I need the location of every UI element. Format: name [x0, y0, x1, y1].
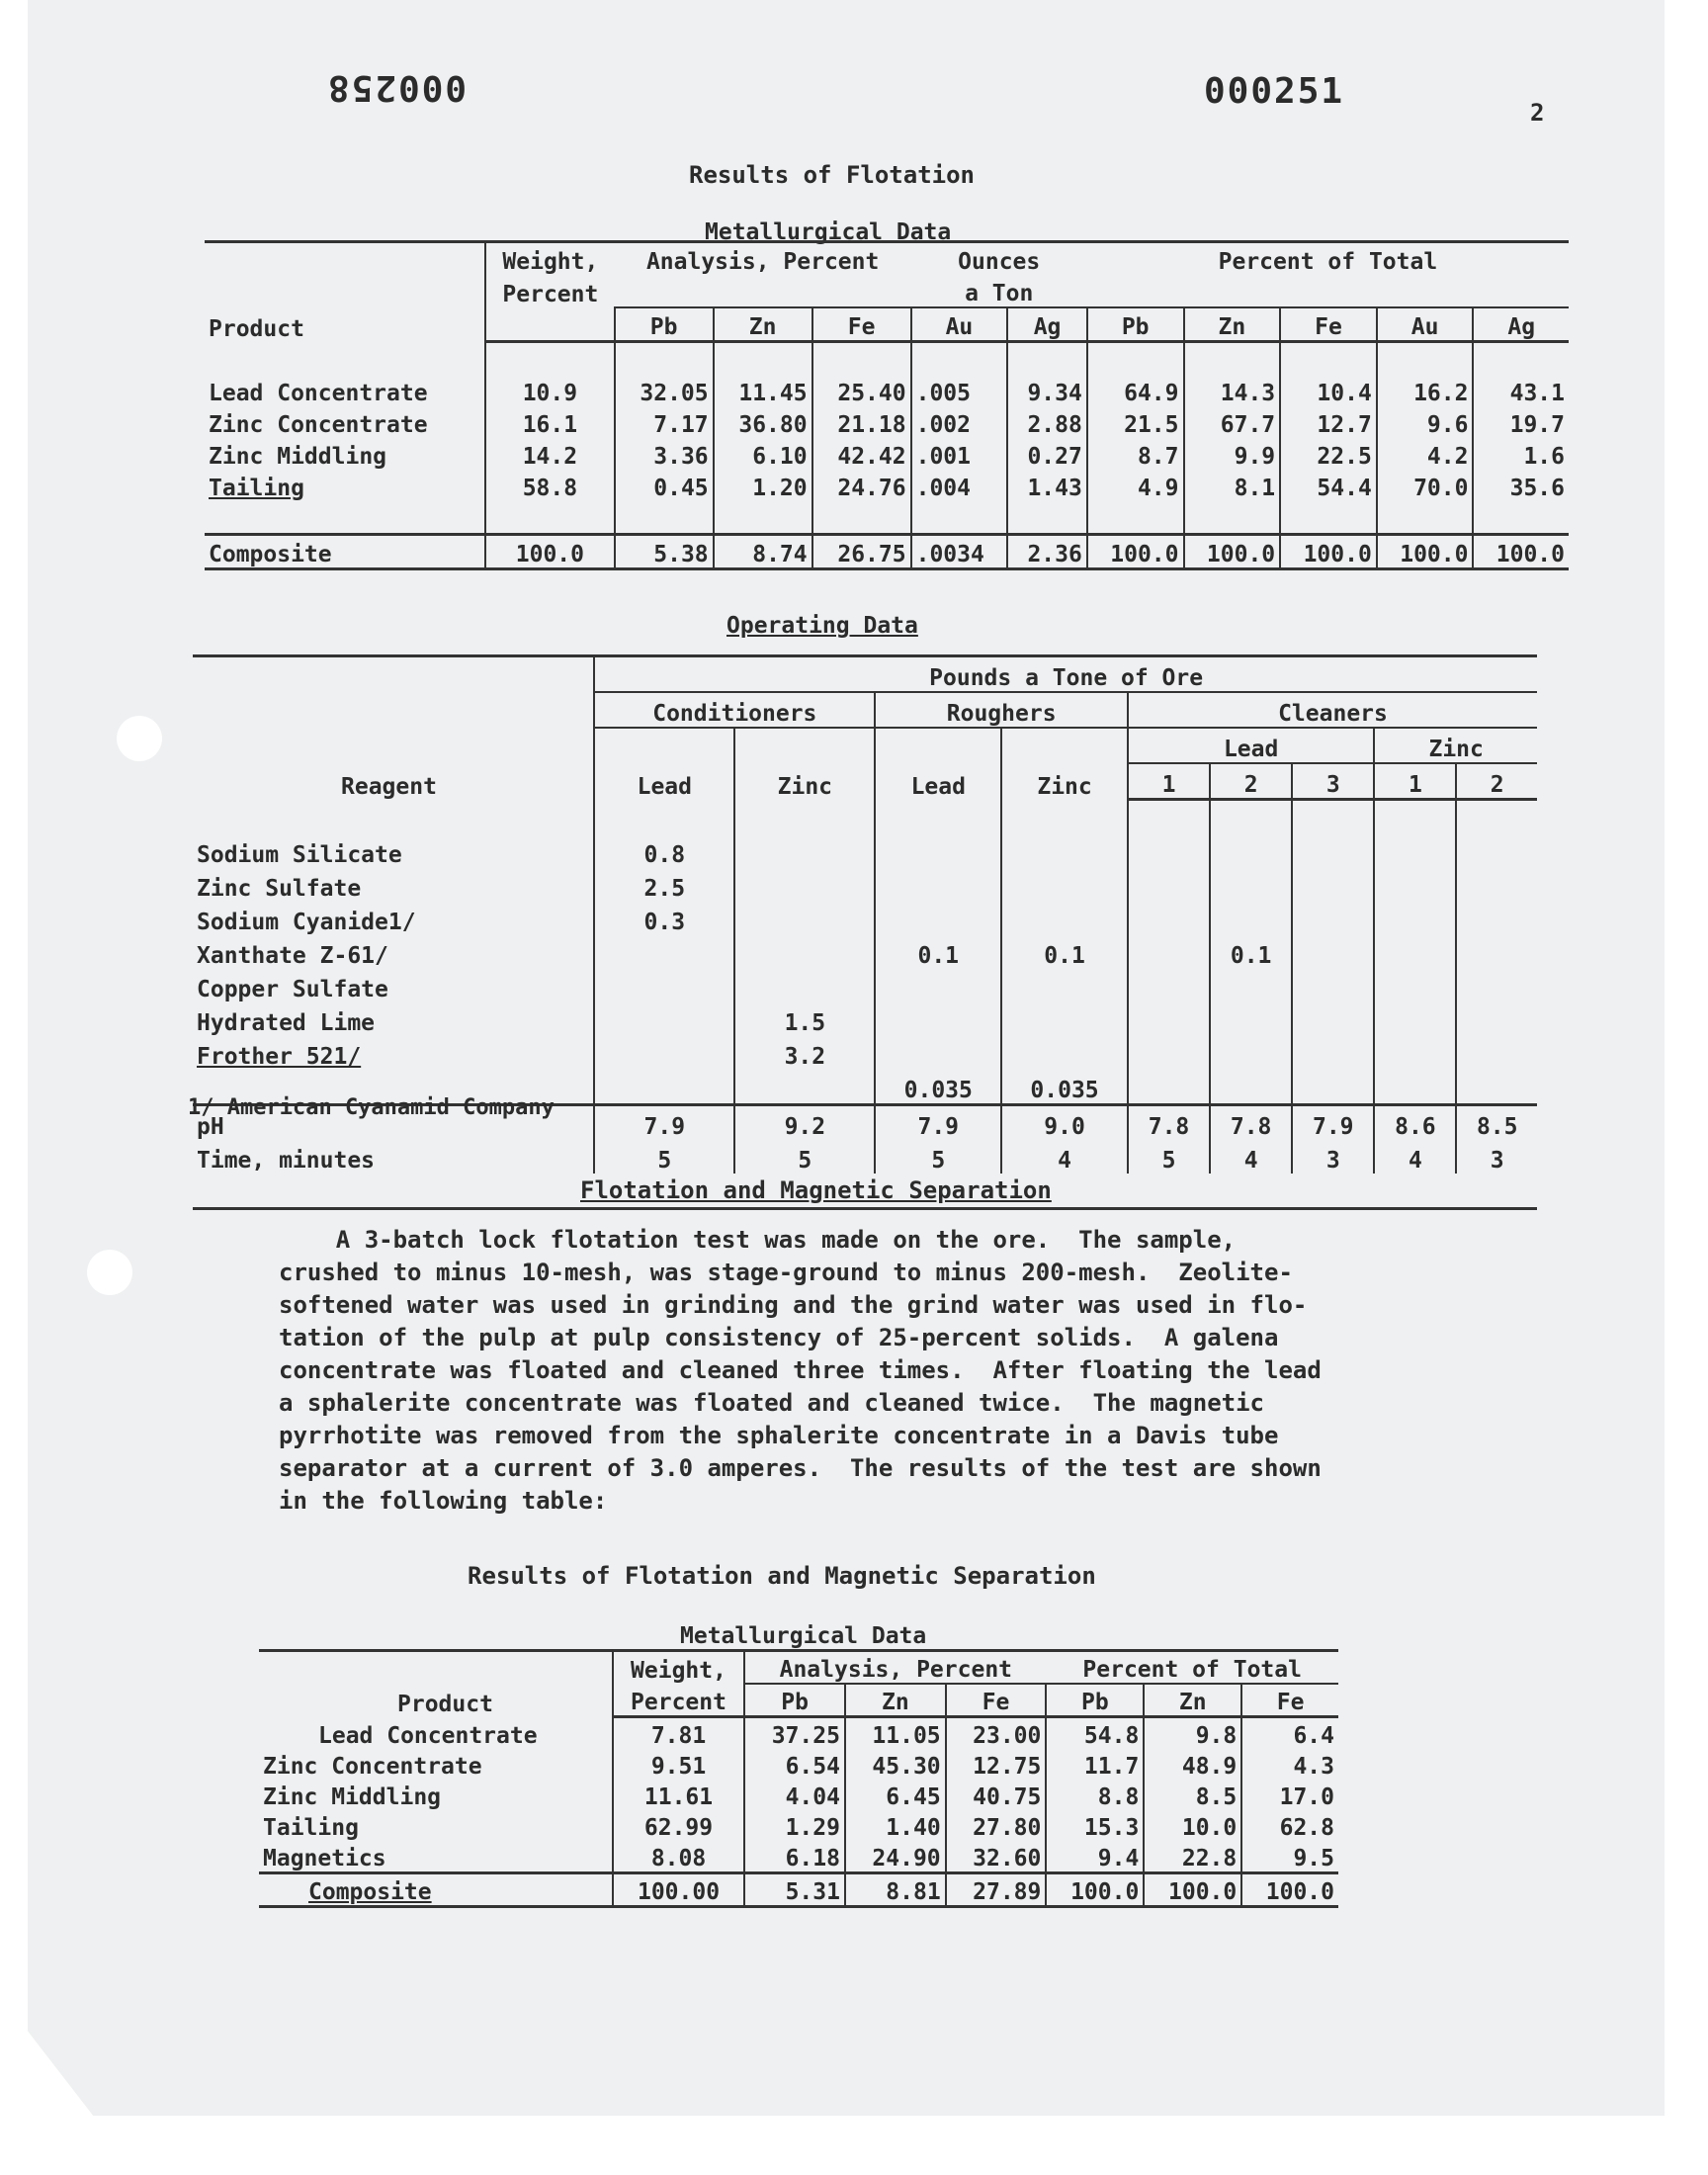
sub-header: Ag: [1007, 307, 1087, 342]
group-total-header: Percent of Total: [1046, 1651, 1338, 1685]
sub-header-lead: Lead: [594, 728, 734, 800]
sub-header: Ag: [1473, 307, 1569, 342]
table3-title: Results of Flotation and Magnetic Separation: [468, 1562, 1096, 1590]
page-title: Results of Flotation: [689, 161, 975, 189]
cleaner-stage: 2: [1456, 763, 1537, 800]
table-row: Zinc Concentrate 9.51 6.54 45.30 12.75 11.7 48.9 4.3: [259, 1749, 1338, 1780]
table-row: Time, minutes 5 5 5 4 5 4 3 4 3: [193, 1140, 1537, 1174]
group-analysis-header: Analysis, Percent: [615, 242, 911, 276]
sub-header: Pb: [615, 307, 714, 342]
sub-header: Zn: [714, 307, 812, 342]
paragraph-line: a sphalerite concentrate was floated and cleaned twice. The magnetic: [279, 1389, 1264, 1417]
punch-hole: [117, 716, 162, 761]
sub-header: Fe: [1241, 1684, 1338, 1717]
sub-header: Fe: [946, 1684, 1047, 1717]
composite-row: Composite 100.00 5.31 8.81 27.89 100.0 100.0 100.0: [259, 1873, 1338, 1907]
section-heading: Flotation and Magnetic Separation: [580, 1176, 1052, 1204]
table-row: 0.035 0.035: [193, 1070, 1537, 1105]
col-product-header: Product: [259, 1651, 613, 1717]
sub-header: Fe: [812, 307, 911, 342]
metallurgical-table-2: [259, 1649, 1338, 1908]
sub-header-zinc: Zinc: [734, 728, 875, 800]
cleaners-zinc-header: Zinc: [1374, 728, 1537, 763]
table-row: Frother 521/ 3.2: [193, 1036, 1537, 1070]
table-row: Lead Concentrate 10.9 32.05 11.45 25.40 .005 9.34 64.9 14.3 10.4 16.2 43.1: [205, 375, 1569, 406]
table3-caption: Metallurgical Data: [680, 1623, 927, 1649]
paragraph-line: softened water was used in grinding and the grind water was used in flo-: [279, 1291, 1308, 1319]
paragraph-line: pyrrhotite was removed from the sphalerite concentrate in a Davis tube: [279, 1422, 1279, 1449]
group-cleaners-header: Cleaners: [1128, 692, 1537, 728]
sub-header: Zn: [1144, 1684, 1241, 1717]
sub-header: Zn: [845, 1684, 946, 1717]
body-paragraph: [279, 1224, 1485, 1518]
col-product-header: Product: [205, 242, 485, 342]
group-pounds-header: Pounds a Tone of Ore: [594, 656, 1537, 693]
sub-header: Au: [1377, 307, 1474, 342]
paragraph-line: concentrate was floated and cleaned three times. After floating the lead: [279, 1356, 1322, 1384]
sub-header: Au: [911, 307, 1008, 342]
cleaners-lead-header: Lead: [1128, 728, 1374, 763]
stamp-right: 000251: [1204, 71, 1345, 112]
table-row: Tailing 62.99 1.29 1.40 27.80 15.3 10.0 62.8: [259, 1810, 1338, 1841]
sub-header: Fe: [1280, 307, 1377, 342]
table-row: Zinc Sulfate 2.5: [193, 868, 1537, 902]
col-reagent-header: Reagent: [193, 656, 594, 800]
paragraph-line: tation of the pulp at pulp consistency of 25-percent solids. A galena: [279, 1324, 1279, 1351]
table-row: Zinc Concentrate 16.1 7.17 36.80 21.18 .002 2.88 21.5 67.7 12.7 9.6 19.7: [205, 406, 1569, 438]
paragraph-line: in the following table:: [279, 1487, 608, 1515]
sub-header: Pb: [1087, 307, 1184, 342]
sub-header-zinc: Zinc: [1001, 728, 1128, 800]
table-row: Zinc Middling 14.2 3.36 6.10 42.42 .001 0.27 8.7 9.9 22.5 4.2 1.6: [205, 438, 1569, 470]
sub-header: Pb: [1046, 1684, 1144, 1717]
table-row: Magnetics 8.08 6.18 24.90 32.60 9.4 22.8 9.5: [259, 1841, 1338, 1873]
cleaner-stage: 3: [1292, 763, 1374, 800]
cleaner-stage: 2: [1210, 763, 1292, 800]
paragraph-line: A 3-batch lock flotation test was made on the ore. The sample,: [279, 1226, 1237, 1254]
group-ounces-header: Ounces: [911, 242, 1087, 276]
table-row: Copper Sulfate: [193, 969, 1537, 1002]
col-weight-header: Percent: [613, 1684, 745, 1717]
group-total-header: Percent of Total: [1087, 242, 1569, 276]
col-weight-header: Percent: [485, 275, 615, 307]
sub-header-lead: Lead: [875, 728, 1001, 800]
sub-header: Zn: [1184, 307, 1281, 342]
stamp-left: 000258: [326, 67, 468, 108]
group-ounces-header: a Ton: [911, 275, 1087, 307]
table-row: Tailing 58.8 0.45 1.20 24.76 .004 1.43 4.9 8.1 54.4 70.0 35.6: [205, 470, 1569, 501]
table-row: Sodium Cyanide1/ 0.3: [193, 902, 1537, 935]
table-row: Sodium Silicate 0.8: [193, 834, 1537, 868]
metallurgical-table-1: [205, 240, 1569, 570]
sub-header: Pb: [744, 1684, 845, 1717]
paragraph-line: crushed to minus 10-mesh, was stage-ground to minus 200-mesh. Zeolite-: [279, 1259, 1293, 1286]
col-weight-header: Weight,: [485, 242, 615, 276]
punch-hole: [87, 1250, 132, 1295]
operating-data-table: [193, 654, 1537, 1210]
table2-caption: Operating Data: [726, 613, 918, 639]
footnote: 1/ American Cyanamid Company: [188, 1095, 555, 1120]
table-row: Lead Concentrate 7.81 37.25 11.05 23.00 54.8 9.8 6.4: [259, 1717, 1338, 1750]
cleaner-stage: 1: [1374, 763, 1456, 800]
composite-row: Composite 100.0 5.38 8.74 26.75 .0034 2.36 100.0 100.0 100.0 100.0 100.0: [205, 535, 1569, 569]
group-roughers-header: Roughers: [875, 692, 1128, 728]
table1-caption: Metallurgical Data: [705, 219, 952, 245]
group-analysis-header: Analysis, Percent: [744, 1651, 1046, 1685]
cleaner-stage: 1: [1128, 763, 1210, 800]
page-number: 2: [1530, 99, 1545, 127]
table-row: Hydrated Lime 1.5: [193, 1002, 1537, 1036]
col-weight-header: Weight,: [613, 1651, 745, 1685]
table-row: Zinc Middling 11.61 4.04 6.45 40.75 8.8 8.5 17.0: [259, 1780, 1338, 1810]
group-conditioners-header: Conditioners: [594, 692, 875, 728]
paragraph-line: separator at a current of 3.0 amperes. The results of the test are shown: [279, 1454, 1322, 1482]
table-row: pH 7.9 9.2 7.9 9.0 7.8 7.8 7.9 8.6 8.5: [193, 1105, 1537, 1141]
table-row: Xanthate Z-61/ 0.1 0.1 0.1: [193, 935, 1537, 969]
